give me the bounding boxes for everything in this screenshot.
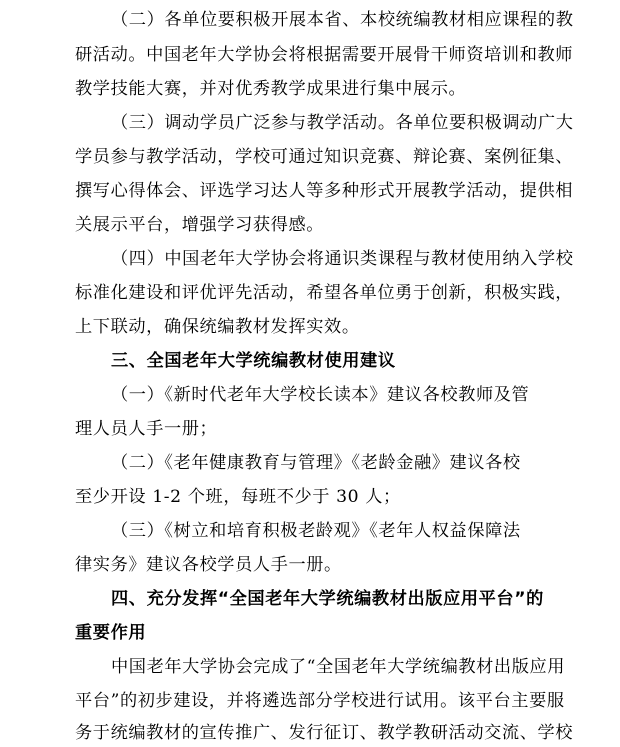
recommendation-3-line-1: （三）《树立和培育积极老龄观》《老年人权益保障法	[111, 521, 521, 541]
platform-paragraph-line-3: 务于统编教材的宣传推广、发行征订、教学教研活动交流、学校	[75, 723, 574, 743]
recommendation-3-line-2: 律实务》建议各校学员人手一册。	[75, 555, 342, 575]
paragraph-2-line-1: （二）各单位要积极开展本省、本校统编教材相应课程的教	[111, 10, 574, 30]
paragraph-4-line-2: 标准化建设和评优评先活动，希望各单位勇于创新，积极实践，	[75, 283, 574, 303]
recommendation-2-line-2: 至少开设 1-2 个班，每班不少于 30 人；	[75, 487, 401, 507]
paragraph-2-line-2: 研活动。中国老年大学协会将根据需要开展骨干师资培训和教师	[75, 45, 574, 65]
paragraph-4-line-3: 上下联动，确保统编教材发挥实效。	[75, 317, 360, 337]
platform-paragraph-line-1: 中国老年大学协会完成了“全国老年大学统编教材出版应用	[111, 657, 566, 677]
platform-paragraph-line-2: 平台”的初步建设，并将遴选部分学校进行试用。该平台主要服	[75, 691, 565, 711]
paragraph-3-line-2: 学员参与教学活动，学校可通过知识竞赛、辩论赛、案例征集、	[75, 147, 574, 167]
recommendation-2-line-1: （二）《老年健康教育与管理》《老龄金融》建议各校	[111, 453, 521, 473]
paragraph-3-line-4: 关展示平台，增强学习获得感。	[75, 215, 325, 235]
section-3-heading: 三、全国老年大学统编教材使用建议	[111, 351, 396, 371]
paragraph-3-line-1: （三）调动学员广泛参与教学活动。各单位要积极调动广大	[111, 113, 574, 133]
section-4-heading-line-1: 四、充分发挥“全国老年大学统编教材出版应用平台”的	[111, 589, 544, 609]
paragraph-4-line-1: （四）中国老年大学协会将通识类课程与教材使用纳入学校	[111, 249, 574, 269]
paragraph-3-line-3: 撰写心得体会、评选学习达人等多种形式开展教学活动，提供相	[75, 181, 574, 201]
section-4-heading-line-2: 重要作用	[75, 623, 147, 643]
recommendation-1-line-2: 理人员人手一册；	[75, 419, 218, 439]
paragraph-2-line-3: 教学技能大赛，并对优秀教学成果进行集中展示。	[75, 79, 467, 99]
recommendation-1-line-1: （一）《新时代老年大学校长读本》建议各校教师及管	[111, 385, 530, 405]
